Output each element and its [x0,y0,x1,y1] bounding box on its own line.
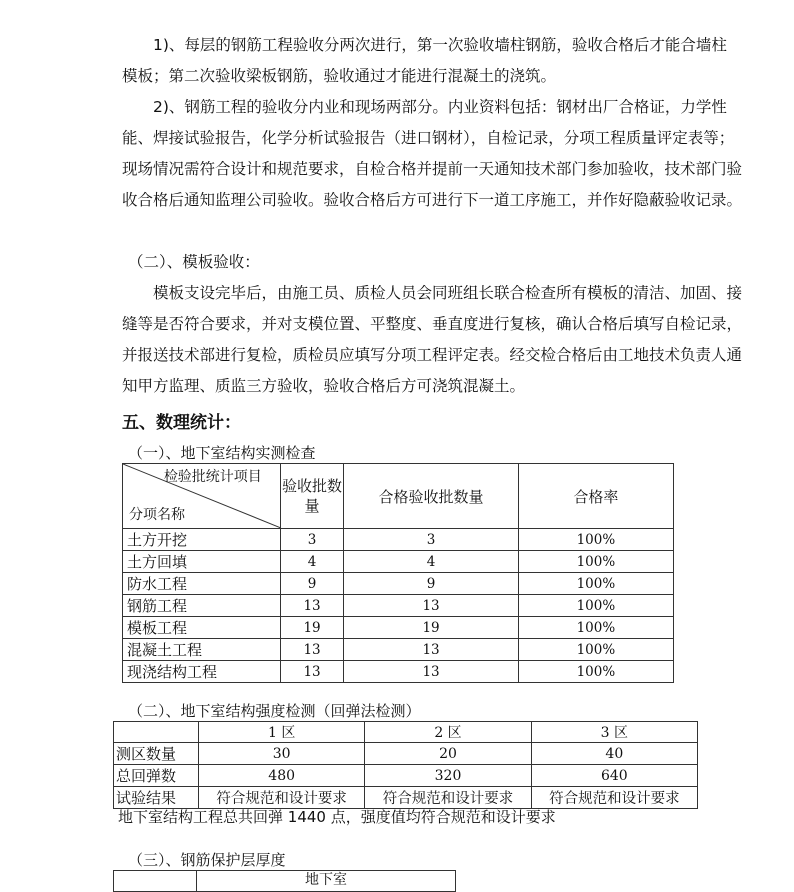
zone-count: 40 [531,743,697,765]
row-batches: 3 [280,529,343,551]
row-name: 防水工程 [123,573,281,595]
header-basement: 地下室 [197,871,456,892]
zone-result: 符合规范和设计要求 [199,787,365,809]
zone-count: 30 [199,743,365,765]
zone-rebounds: 640 [531,765,697,787]
row-rate: 100% [518,551,673,573]
zone-result: 符合规范和设计要求 [531,787,697,809]
row-qualified: 3 [344,529,519,551]
row-name: 现浇结构工程 [123,661,281,683]
zone-header: 1 区 [199,722,365,743]
row-rate: 100% [518,639,673,661]
header-subitem-label: 分项名称 [129,507,185,523]
table3-caption: （三）、钢筋保护层厚度 [128,851,286,869]
row-rate: 100% [518,595,673,617]
header-batch-count: 验收批数 量 [280,464,343,529]
subheading-formwork-inspection: （二）、模板验收： [128,253,260,271]
row-name: 土方开挖 [123,529,281,551]
corner-cell [114,722,199,743]
header-item-label: 检验批统计项目 [163,469,262,485]
table-header-row [123,464,674,529]
strength-test-summary: 地下室结构工程总共回弹 1440 点，强度值均符合规范和设计要求 [118,808,556,826]
zone-result: 符合规范和设计要求 [365,787,531,809]
table-row [123,639,674,661]
row-rate: 100% [518,661,673,683]
zone-header: 2 区 [365,722,531,743]
row-batches: 19 [280,617,343,639]
zone-rebounds: 320 [365,765,531,787]
table-row [114,743,698,765]
row-qualified: 19 [344,617,519,639]
row-label: 测区数量 [114,743,199,765]
row-name: 土方回填 [123,551,281,573]
table-row [123,551,674,573]
table-row [114,765,698,787]
table2-caption: （二）、地下室结构强度检测（回弹法检测） [128,702,421,720]
row-batches: 9 [280,573,343,595]
table-structure-inspection [122,463,674,683]
row-label: 试验结果 [114,787,199,809]
row-batches: 13 [280,661,343,683]
table-header-row [114,722,698,743]
paragraph-rebar-inspection-stages: 1)、每层的钢筋工程验收分两次进行，第一次验收墙柱钢筋，验收合格后才能合墙柱模板；第二次验收梁板钢筋，验收通过才能进行混凝土的浇筑。 [122,36,727,85]
table-row [123,617,674,639]
table-row [123,595,674,617]
zone-rebounds: 480 [199,765,365,787]
paragraph-formwork-inspection: 模板支设完毕后，由施工员、质检人员会同班组长联合检查所有模板的清洁、加固、接缝等是否符合要求，并对支模位置、平整度、垂直度进行复核，确认合格后填写自检记录，并报送技术部进行复检，质检员应填写分项工程评定表。经交检合格后由工地技术负责人通知甲方监理、质监三方验收，验收合格后方可浇筑混凝土。 [122,284,743,395]
paragraph-rebar-inspection-content: 2)、钢筋工程的验收分内业和现场两部分。内业资料包括：钢材出厂合格证，力学性能、焊接试验报告，化学分析试验报告（进口钢材），自检记录，分项工程质量评定表等；现场情况需符合设计和规范要求，自检合格并提前一天通知技术部门参加验收，技术部门验收合格后通知监理公司验收。验收合格后方可进行下一道工序施工，并作好隐蔽验收记录。 [122,98,743,209]
header-pass-rate: 合格率 [518,464,673,529]
row-name: 钢筋工程 [123,595,281,617]
table-row [123,661,674,683]
row-rate: 100% [518,617,673,639]
table-rebar-cover [113,870,456,892]
row-batches: 13 [280,639,343,661]
row-name: 模板工程 [123,617,281,639]
table1-caption: （一）、地下室结构实测检查 [128,444,316,462]
row-label: 总回弹数 [114,765,199,787]
table-row [123,529,674,551]
corner-cell [114,871,197,892]
row-qualified: 13 [344,639,519,661]
table-row [123,573,674,595]
row-rate: 100% [518,573,673,595]
row-qualified: 13 [344,595,519,617]
table-strength-test [113,721,698,809]
row-qualified: 4 [344,551,519,573]
row-rate: 100% [518,529,673,551]
row-batches: 4 [280,551,343,573]
row-qualified: 13 [344,661,519,683]
zone-count: 20 [365,743,531,765]
row-qualified: 9 [344,573,519,595]
table-header-row [114,871,456,892]
row-batches: 13 [280,595,343,617]
zone-header: 3 区 [531,722,697,743]
diagonal-header-cell [123,464,281,529]
section-heading-statistics: 五、数理统计： [122,413,241,433]
header-qualified-count: 合格验收批数量 [344,464,519,529]
row-name: 混凝土工程 [123,639,281,661]
